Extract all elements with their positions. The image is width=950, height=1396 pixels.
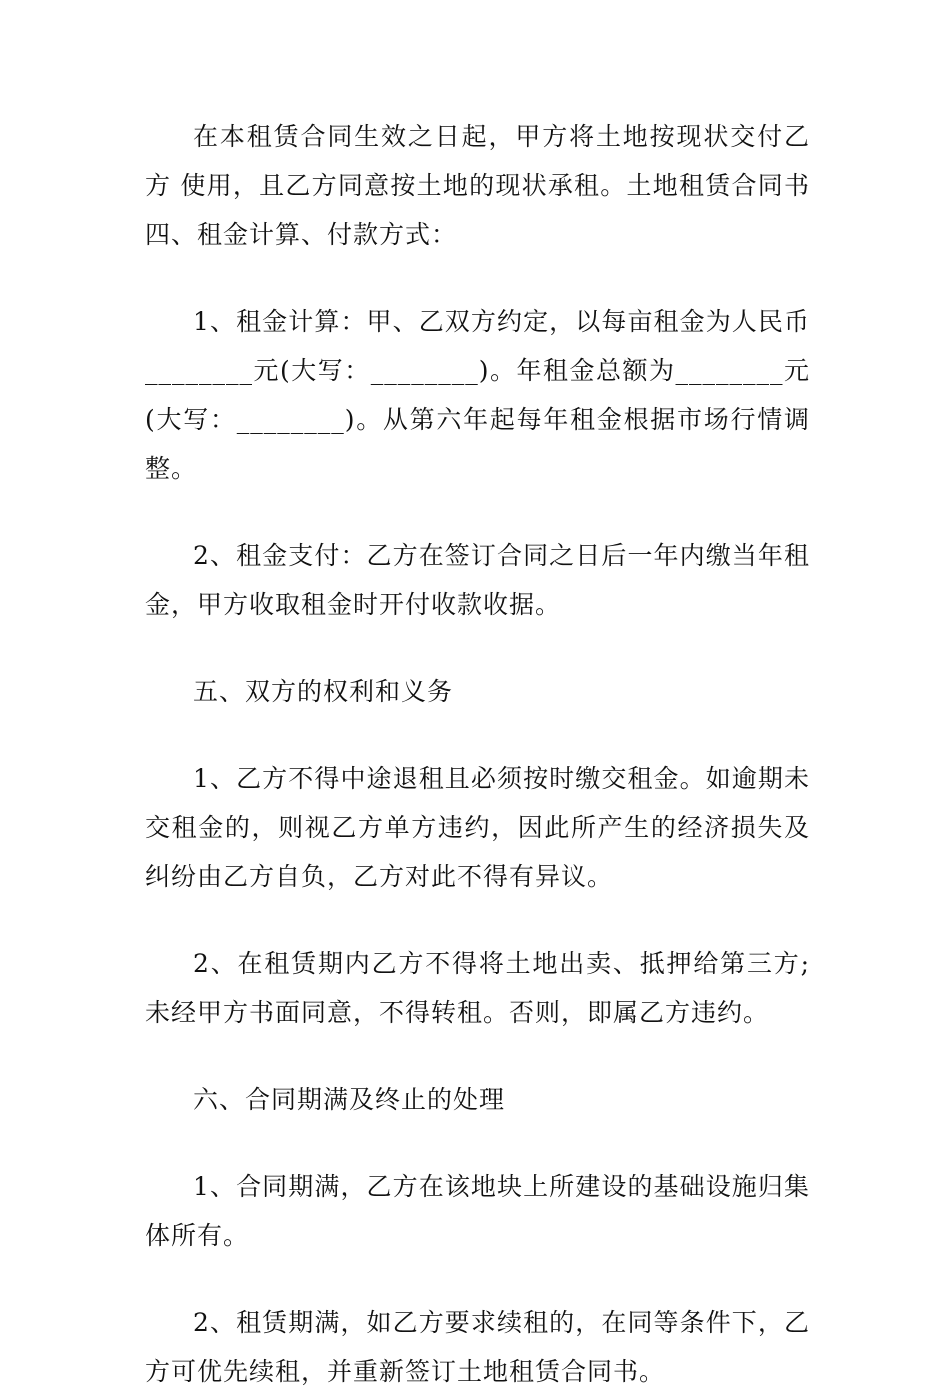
paragraph-no-early-termination: 1、乙方不得中途退租且必须按时缴交租金。如逾期未交租金的，则视乙方单方违约，因此所产生的经济损失及纠纷由乙方自负，乙方对此不得有异议。 <box>145 764 810 891</box>
section-heading-rights-obligations: 五、双方的权利和义务 <box>193 677 454 706</box>
paragraph-rent-payment: 2、租金支付：乙方在签订合同之日后一年内缴当年租金，甲方收取租金时开付收款收据。 <box>145 541 810 619</box>
paragraph-land-delivery: 在本租赁合同生效之日起，甲方将土地按现状交付乙方 使用，且乙方同意按土地的现状承租。土地租赁合同书四、租金计算、付款方式： <box>145 122 810 249</box>
paragraph-rent-calculation: 1、租金计算：甲、乙双方约定，以每亩租金为人民币________元(大写：________)。年租金总额为________元(大写：________)。从第六年起每年租金根据市场行情调整。 <box>145 307 810 483</box>
paragraph-no-sale-or-sublease: 2、在租赁期内乙方不得将土地出卖、抵押给第三方;未经甲方书面同意，不得转租。否则，即属乙方违约。 <box>145 949 810 1027</box>
document-body <box>145 112 810 1396</box>
paragraph-expiry-facilities: 1、合同期满，乙方在该地块上所建设的基础设施归集体所有。 <box>145 1172 810 1250</box>
section-heading-expiry-termination: 六、合同期满及终止的处理 <box>193 1085 506 1114</box>
paragraph-renewal-priority: 2、租赁期满，如乙方要求续租的，在同等条件下，乙方可优先续租，并重新签订土地租赁合同书。 <box>145 1308 810 1386</box>
